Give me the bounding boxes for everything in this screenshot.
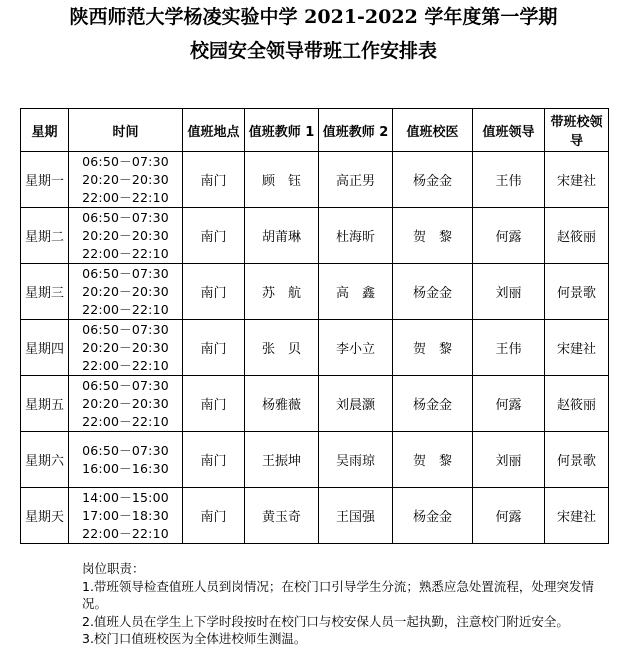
header-row bbox=[21, 109, 609, 152]
time-slot: 20:20－20:30 bbox=[82, 171, 169, 187]
location-cell: 南门 bbox=[183, 432, 245, 488]
table-row bbox=[21, 264, 609, 320]
day-cell: 星期二 bbox=[21, 208, 69, 264]
document-subtitle: 校园安全领导带班工作安排表 bbox=[189, 40, 437, 62]
time-slot: 06:50－07:30 bbox=[82, 442, 169, 458]
time-cell bbox=[69, 264, 183, 320]
school-leader-cell: 赵筱丽 bbox=[545, 208, 609, 264]
duties-heading: 岗位职责： bbox=[82, 561, 145, 576]
teacher1-cell: 王振坤 bbox=[245, 432, 319, 488]
table-row bbox=[21, 152, 609, 208]
teacher2-cell: 高正男 bbox=[319, 152, 393, 208]
document-title: 陕西师范大学杨凌实验中学 2021-2022 学年度第一学期 bbox=[69, 6, 558, 28]
time-slot: 22:00－22:10 bbox=[82, 525, 169, 541]
header-cell: 值班校医 bbox=[393, 109, 473, 152]
time-slot: 22:00－22:10 bbox=[82, 245, 169, 261]
doctor-cell: 杨金金 bbox=[393, 376, 473, 432]
doctor-cell: 贺 黎 bbox=[393, 432, 473, 488]
leader-cell: 王伟 bbox=[473, 152, 545, 208]
day-cell: 星期天 bbox=[21, 488, 69, 544]
header-cell: 时间 bbox=[69, 109, 183, 152]
day-cell: 星期三 bbox=[21, 264, 69, 320]
teacher1-cell: 杨雅薇 bbox=[245, 376, 319, 432]
time-slot: 06:50－07:30 bbox=[82, 209, 169, 225]
teacher2-cell: 李小立 bbox=[319, 320, 393, 376]
day-cell: 星期四 bbox=[21, 320, 69, 376]
header-cell: 值班领导 bbox=[473, 109, 545, 152]
time-cell bbox=[69, 208, 183, 264]
header-cell: 值班教师 2 bbox=[319, 109, 393, 152]
teacher2-cell: 高 鑫 bbox=[319, 264, 393, 320]
header-cell: 带班校领导 bbox=[545, 109, 609, 152]
time-slot: 16:00－16:30 bbox=[82, 460, 169, 476]
time-slot: 22:00－22:10 bbox=[82, 357, 169, 373]
time-cell bbox=[69, 488, 183, 544]
doctor-cell: 贺 黎 bbox=[393, 320, 473, 376]
time-slot: 06:50－07:30 bbox=[82, 265, 169, 281]
teacher2-cell: 王国强 bbox=[319, 488, 393, 544]
header-cell: 值班教师 1 bbox=[245, 109, 319, 152]
table-row bbox=[21, 432, 609, 488]
time-slot: 14:00－15:00 bbox=[82, 489, 169, 505]
time-cell bbox=[69, 432, 183, 488]
school-leader-cell: 宋建社 bbox=[545, 488, 609, 544]
doctor-cell: 杨金金 bbox=[393, 152, 473, 208]
teacher2-cell: 杜海昕 bbox=[319, 208, 393, 264]
duty-item: 2.值班人员在学生上下学时段按时在校门口与校安保人员一起执勤，注意校门附近安全。 bbox=[82, 613, 569, 629]
school-leader-cell: 赵筱丽 bbox=[545, 376, 609, 432]
location-cell: 南门 bbox=[183, 208, 245, 264]
leader-cell: 何露 bbox=[473, 488, 545, 544]
header-cell: 值班地点 bbox=[183, 109, 245, 152]
doctor-cell: 贺 黎 bbox=[393, 208, 473, 264]
duty-item: 3.校门口值班校医为全体进校师生测温。 bbox=[82, 631, 307, 646]
schedule-table bbox=[20, 108, 609, 544]
time-slot: 20:20－20:30 bbox=[82, 395, 169, 411]
table-row bbox=[21, 320, 609, 376]
school-leader-cell: 宋建社 bbox=[545, 152, 609, 208]
time-slot: 20:20－20:30 bbox=[82, 339, 169, 355]
leader-cell: 何露 bbox=[473, 208, 545, 264]
teacher1-cell: 张 贝 bbox=[245, 320, 319, 376]
time-slot: 17:00－18:30 bbox=[82, 507, 169, 523]
teacher1-cell: 胡莆琳 bbox=[245, 208, 319, 264]
leader-cell: 刘丽 bbox=[473, 264, 545, 320]
time-slot: 20:20－20:30 bbox=[82, 227, 169, 243]
time-slot: 06:50－07:30 bbox=[82, 377, 169, 393]
time-slot: 22:00－22:10 bbox=[82, 189, 169, 205]
location-cell: 南门 bbox=[183, 264, 245, 320]
school-leader-cell: 何景歌 bbox=[545, 432, 609, 488]
day-cell: 星期五 bbox=[21, 376, 69, 432]
location-cell: 南门 bbox=[183, 488, 245, 544]
location-cell: 南门 bbox=[183, 376, 245, 432]
location-cell: 南门 bbox=[183, 320, 245, 376]
teacher1-cell: 顾 钰 bbox=[245, 152, 319, 208]
time-slot: 06:50－07:30 bbox=[82, 153, 169, 169]
time-slot: 22:00－22:10 bbox=[82, 413, 169, 429]
leader-cell: 何露 bbox=[473, 376, 545, 432]
time-slot: 20:20－20:30 bbox=[82, 283, 169, 299]
duty-item: 1.带班领导检查值班人员到岗情况；在校门口引导学生分流；熟悉应急处置流程，处理突发情况。 bbox=[82, 578, 594, 611]
teacher2-cell: 刘晨灏 bbox=[319, 376, 393, 432]
teacher1-cell: 苏 航 bbox=[245, 264, 319, 320]
doctor-cell: 杨金金 bbox=[393, 264, 473, 320]
time-cell bbox=[69, 152, 183, 208]
school-leader-cell: 何景歌 bbox=[545, 264, 609, 320]
teacher1-cell: 黄玉奇 bbox=[245, 488, 319, 544]
time-cell bbox=[69, 320, 183, 376]
doctor-cell: 杨金金 bbox=[393, 488, 473, 544]
day-cell: 星期六 bbox=[21, 432, 69, 488]
day-cell: 星期一 bbox=[21, 152, 69, 208]
leader-cell: 刘丽 bbox=[473, 432, 545, 488]
duties-section bbox=[82, 560, 602, 648]
table-row bbox=[21, 488, 609, 544]
school-leader-cell: 宋建社 bbox=[545, 320, 609, 376]
location-cell: 南门 bbox=[183, 152, 245, 208]
time-cell bbox=[69, 376, 183, 432]
teacher2-cell: 吴雨琼 bbox=[319, 432, 393, 488]
table-row bbox=[21, 376, 609, 432]
table-row bbox=[21, 208, 609, 264]
time-slot: 22:00－22:10 bbox=[82, 301, 169, 317]
header-cell: 星期 bbox=[21, 109, 69, 152]
time-slot: 06:50－07:30 bbox=[82, 321, 169, 337]
leader-cell: 王伟 bbox=[473, 320, 545, 376]
